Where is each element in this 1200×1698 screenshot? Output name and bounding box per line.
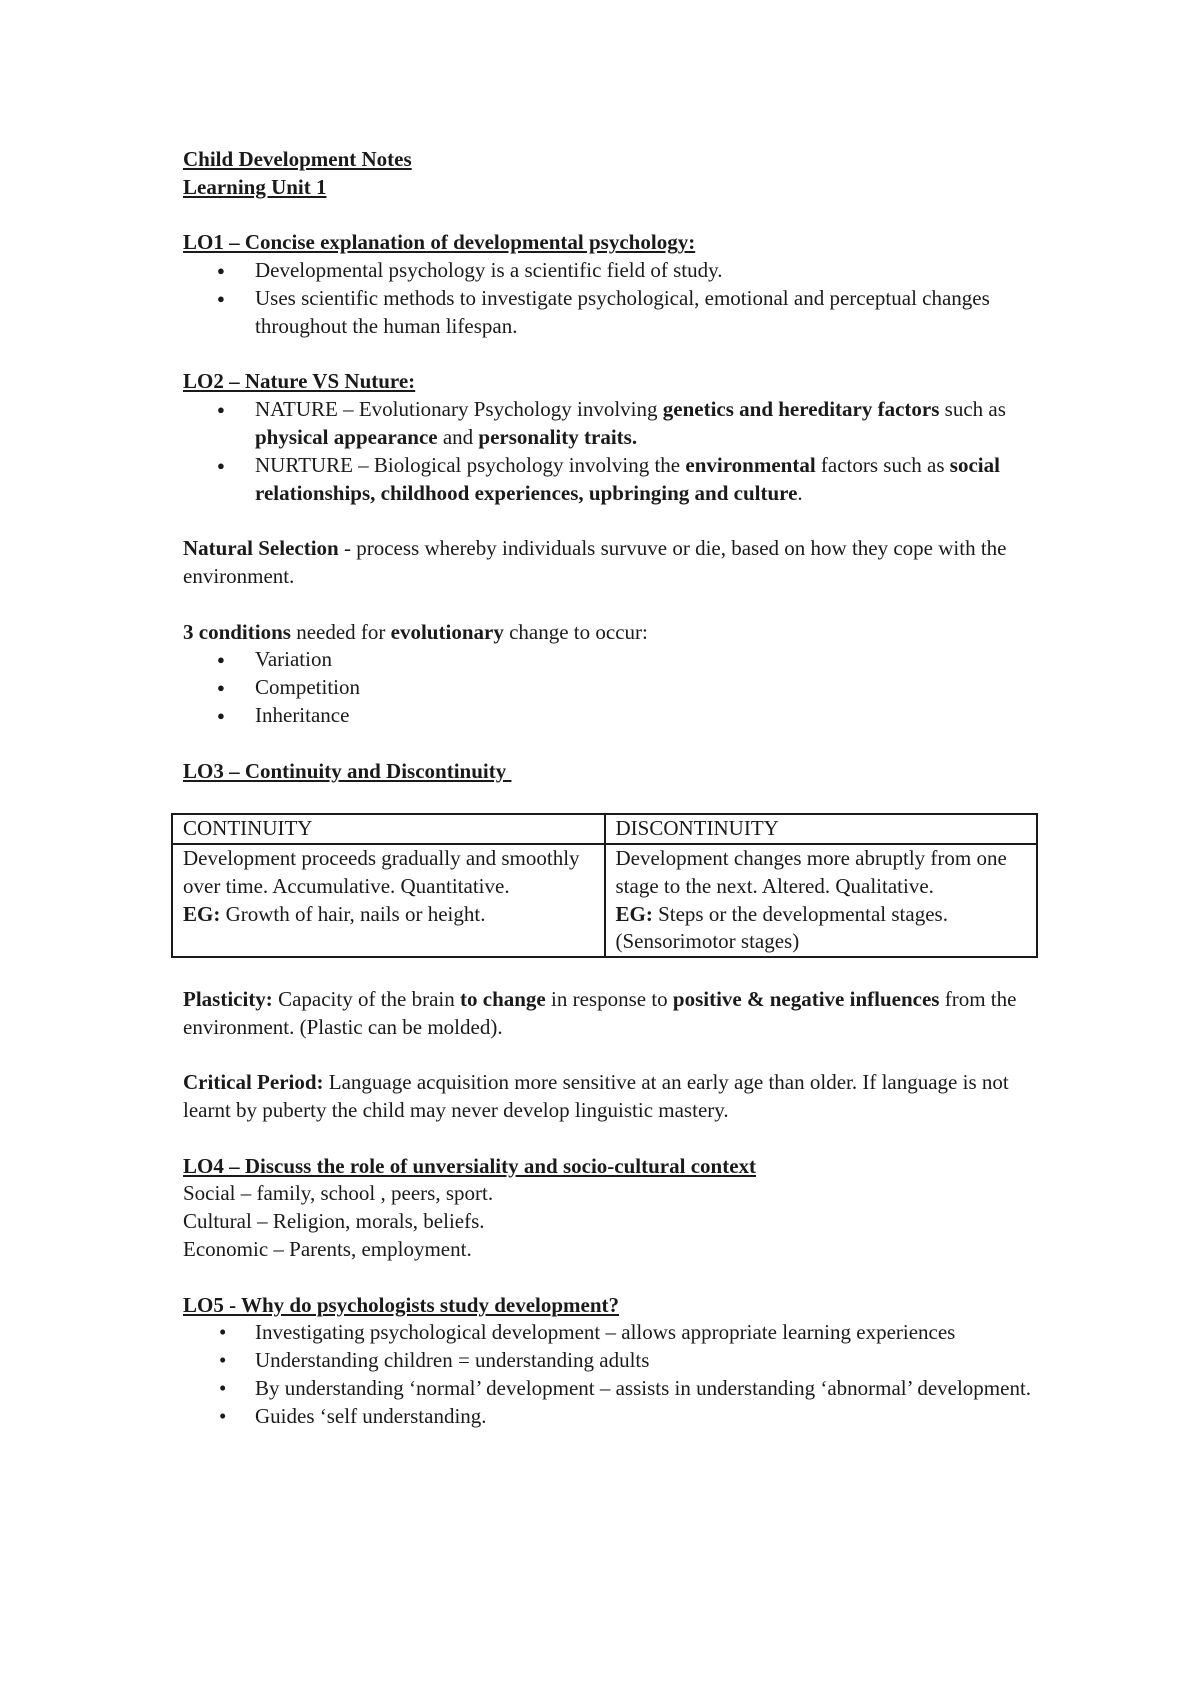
list-item: • Guides ‘self understanding. [183,1403,1043,1431]
list-item: ● Uses scientific methods to investigate psychological, emotional and perceptual changes throughout the human lifespan. [183,285,1043,341]
lo4-line: Economic – Parents, employment. [183,1237,472,1262]
conditions-intro: 3 conditions needed for evolutionary change to occur: [183,619,648,644]
list-item: ● Variation [183,646,1043,674]
lo5-heading: LO5 - Why do psychologists study development? [183,1292,620,1317]
critical-period-paragraph: Critical Period: Language acquisition more sensitive at an early age than older. If language is not learnt by puberty the child may never develop linguistic mastery. [183,1070,1009,1123]
document-page [183,146,1043,1431]
list-item: ● Developmental psychology is a scientific field of study. [183,257,1043,285]
table-header: DISCONTINUITY [605,814,1038,844]
lo3-heading: LO3 – Continuity and Discontinuity [183,758,512,783]
list-item: • By understanding ‘normal’ development – assists in understanding ‘abnormal’ development. [183,1375,1043,1403]
list-item: ● Inheritance [183,702,1043,730]
lo5-list [183,1319,1043,1430]
conditions-list [183,646,1043,729]
list-item: • Investigating psychological development – allows appropriate learning experiences [183,1319,1043,1347]
table-header: CONTINUITY [172,814,605,844]
unit-title: Learning Unit 1 [183,174,327,199]
list-item: ● Competition [183,674,1043,702]
document-title: Child Development Notes [183,147,412,171]
lo2-heading: LO2 – Nature VS Nuture: [183,369,416,394]
nurture-item: ● NURTURE – Biological psychology involving the environmental factors such as social relationships, childhood experiences, upbringing and culture. [183,452,1043,508]
continuity-table [171,813,1038,958]
plasticity-paragraph: Plasticity: Capacity of the brain to change in response to positive & negative influences from the environment. (Plastic can be molded). [183,986,1017,1039]
lo4-heading: LO4 – Discuss the role of unversiality and socio-cultural context [183,1153,757,1178]
lo1-list [183,257,1043,340]
discontinuity-cell: Development changes more abruptly from one stage to the next. Altered. Qualitative. EG: Steps or the developmental stages. (Sensorimotor stages) [605,844,1038,957]
continuity-cell: Development proceeds gradually and smoothly over time. Accumulative. Quantitative. EG: Growth of hair, nails or height. [172,844,605,957]
lo4-line: Social – family, school , peers, sport. [183,1181,494,1206]
lo2-list [183,396,1043,507]
list-item: • Understanding children = understanding adults [183,1347,1043,1375]
natural-selection-paragraph: Natural Selection - process whereby individuals survuve or die, based on how they cope with the environment. [183,536,1007,588]
lo1-heading: LO1 – Concise explanation of developmental psychology: [183,230,696,255]
nature-item: ● NATURE – Evolutionary Psychology involving genetics and hereditary factors such as physical appearance and personality traits. [183,396,1043,452]
lo4-line: Cultural – Religion, morals, beliefs. [183,1209,485,1234]
